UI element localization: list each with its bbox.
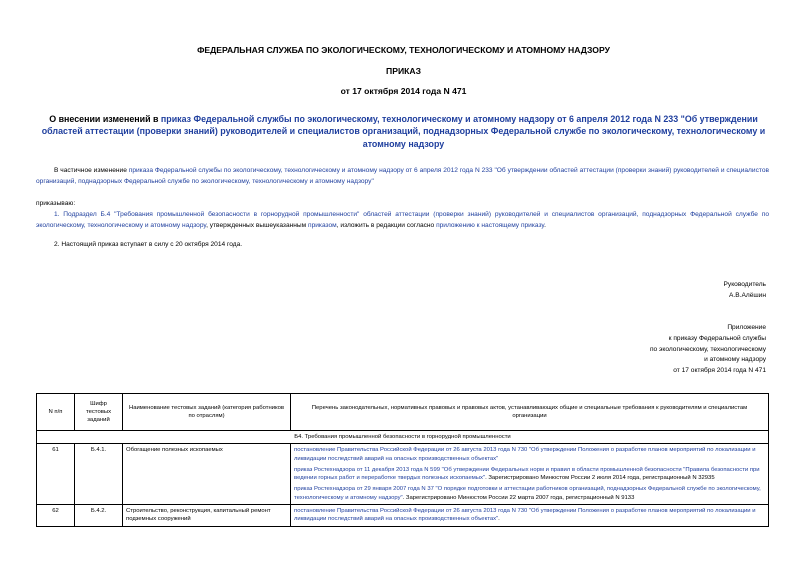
table-section-row — [37, 431, 769, 444]
document-type-heading: ПРИКАЗ — [386, 66, 421, 76]
p1-prefix: В частичное изменение — [54, 167, 129, 174]
act-tail: . Зарегистрировано Минюстом России 22 марта 2007 года, регистрационный N 9133 — [402, 494, 635, 501]
appendix-line: и атомному надзору — [704, 356, 766, 364]
appendix-line: к приказу Федеральной службы — [668, 334, 766, 342]
signature-position: Руководитель — [723, 281, 766, 288]
act-tail: . Зарегистрировано Минюстом России 2 июля 2014 года, регистрационный N 32935 — [485, 475, 715, 482]
act-entry — [294, 466, 765, 483]
act-tail: . — [498, 516, 500, 523]
p1-order-link[interactable]: приказа Федеральной службы по экологическому, технологическому и атомному надзору от 6 апреля 2012 года N 233 "Об утверждении областей аттестации (проверки знаний) руководителей и специалистов организаций, поднадзорных Федеральной службе по экологическому, технологическому и атомному надзору" — [36, 167, 769, 185]
p3-end: . — [544, 221, 546, 229]
table-row — [37, 444, 769, 505]
table-header-row — [37, 394, 769, 431]
document-title — [36, 113, 771, 150]
appendix-line: от 17 октября 2014 года N 471 — [673, 367, 766, 375]
row-name: Обогащение полезных ископаемых — [123, 444, 291, 505]
p3-mid-text: , утвержденных вышеуказанным — [206, 221, 309, 229]
row-number: 62 — [37, 505, 75, 527]
act-link[interactable]: постановление Правительства Российской Федерации от 26 августа 2013 года N 730 "Об утверждении Положения о разработке планов мероприятий по локализации и ликвидации последствий аварий на опасных производственных объектах" — [294, 508, 756, 523]
agency-heading: ФЕДЕРАЛЬНАЯ СЛУЖБА ПО ЭКОЛОГИЧЕСКОМУ, ТЕХНОЛОГИЧЕСКОМУ И АТОМНОМУ НАДЗОРУ — [197, 45, 610, 55]
row-number: 61 — [37, 444, 75, 505]
p3-mid-text-2: , изложить в редакции согласно — [336, 221, 437, 229]
paragraph-item-1 — [36, 210, 769, 231]
row-acts — [291, 444, 769, 505]
title-order-link[interactable]: приказ Федеральной службы по экологическому, технологическому и атомному надзору от 6 апреля 2012 года N 233 "Об утверждении областей аттестации (проверки знаний) руководителей и специалистов организаций, поднадзорных Федеральной службе по экологическому, технологическому и атомному надзору — [41, 114, 766, 149]
title-prefix: О внесении изменений в — [49, 114, 161, 124]
row-acts — [291, 505, 769, 527]
signature-name: А.В.Алёшин — [729, 291, 766, 299]
signature-block — [724, 280, 766, 302]
col-header-name: Наименование тестовых заданий (категория работников по отраслям) — [123, 394, 291, 431]
col-header-acts: Перечень законодательных, нормативных правовых и правовых актов, устанавливающих общие и специальные требования к руководителям и специалистам организации — [291, 394, 769, 431]
paragraph-amendment-basis — [36, 166, 769, 187]
paragraph-item-2: 2. Настоящий приказ вступает в силу с 20 октября 2014 года. — [54, 241, 243, 248]
col-header-code: Шифр тестовых заданий — [75, 394, 123, 431]
p3-subsection-link[interactable]: 1. Подраздел Б.4 "Требования промышленной безопасности в горнорудной промышленности" областей аттестации (проверки знаний) руководителей и специалистов организаций, поднадзорных Федеральной службе по экологическому, технологическому и атомному надзору — [36, 211, 769, 229]
act-entry — [294, 446, 765, 463]
act-link[interactable]: приказ Ростехнадзора от 11 декабря 2013 года N 599 "Об утверждении Федеральных норм и правил в области промышленной безопасности "Правила безопасности при ведении горных работ и переработке твердых полезных ископаемых" — [294, 466, 760, 482]
p3-order-link[interactable]: приказом — [308, 221, 337, 229]
act-link[interactable]: приказ Ростехнадзора от 29 января 2007 года N 37 "О порядке подготовки и аттестации работников организаций, поднадзорных Федеральной службе по экологическому, технологическому и атомному надзору" — [294, 486, 761, 501]
certification-areas-table — [36, 393, 769, 527]
appendix-line: по экологическому, технологическому — [649, 345, 766, 353]
table-section-title: Б4. Требования промышленной безопасности в горнорудной промышленности — [37, 431, 769, 444]
document-date-number: от 17 октября 2014 года N 471 — [340, 86, 467, 96]
p3-appendix-link[interactable]: приложению к настоящему приказу — [436, 221, 545, 229]
act-entry — [294, 485, 765, 502]
act-entry — [294, 507, 765, 524]
col-header-number: N п/п — [37, 394, 75, 431]
appendix-heading-block — [650, 323, 766, 377]
row-name: Строительство, реконструкция, капитальный ремонт подземных сооружений — [123, 505, 291, 527]
appendix-line: Приложение — [727, 324, 766, 331]
row-code: Б.4.1. — [75, 444, 123, 505]
row-code: Б.4.2. — [75, 505, 123, 527]
act-link[interactable]: постановление Правительства Российской Федерации от 26 августа 2013 года N 730 "Об утверждении Положения о разработке планов мероприятий по локализации и ликвидации последствий аварий на опасных производственных объектах" — [294, 447, 756, 462]
table-row — [37, 505, 769, 527]
paragraph-order-word: приказываю: — [36, 200, 76, 207]
